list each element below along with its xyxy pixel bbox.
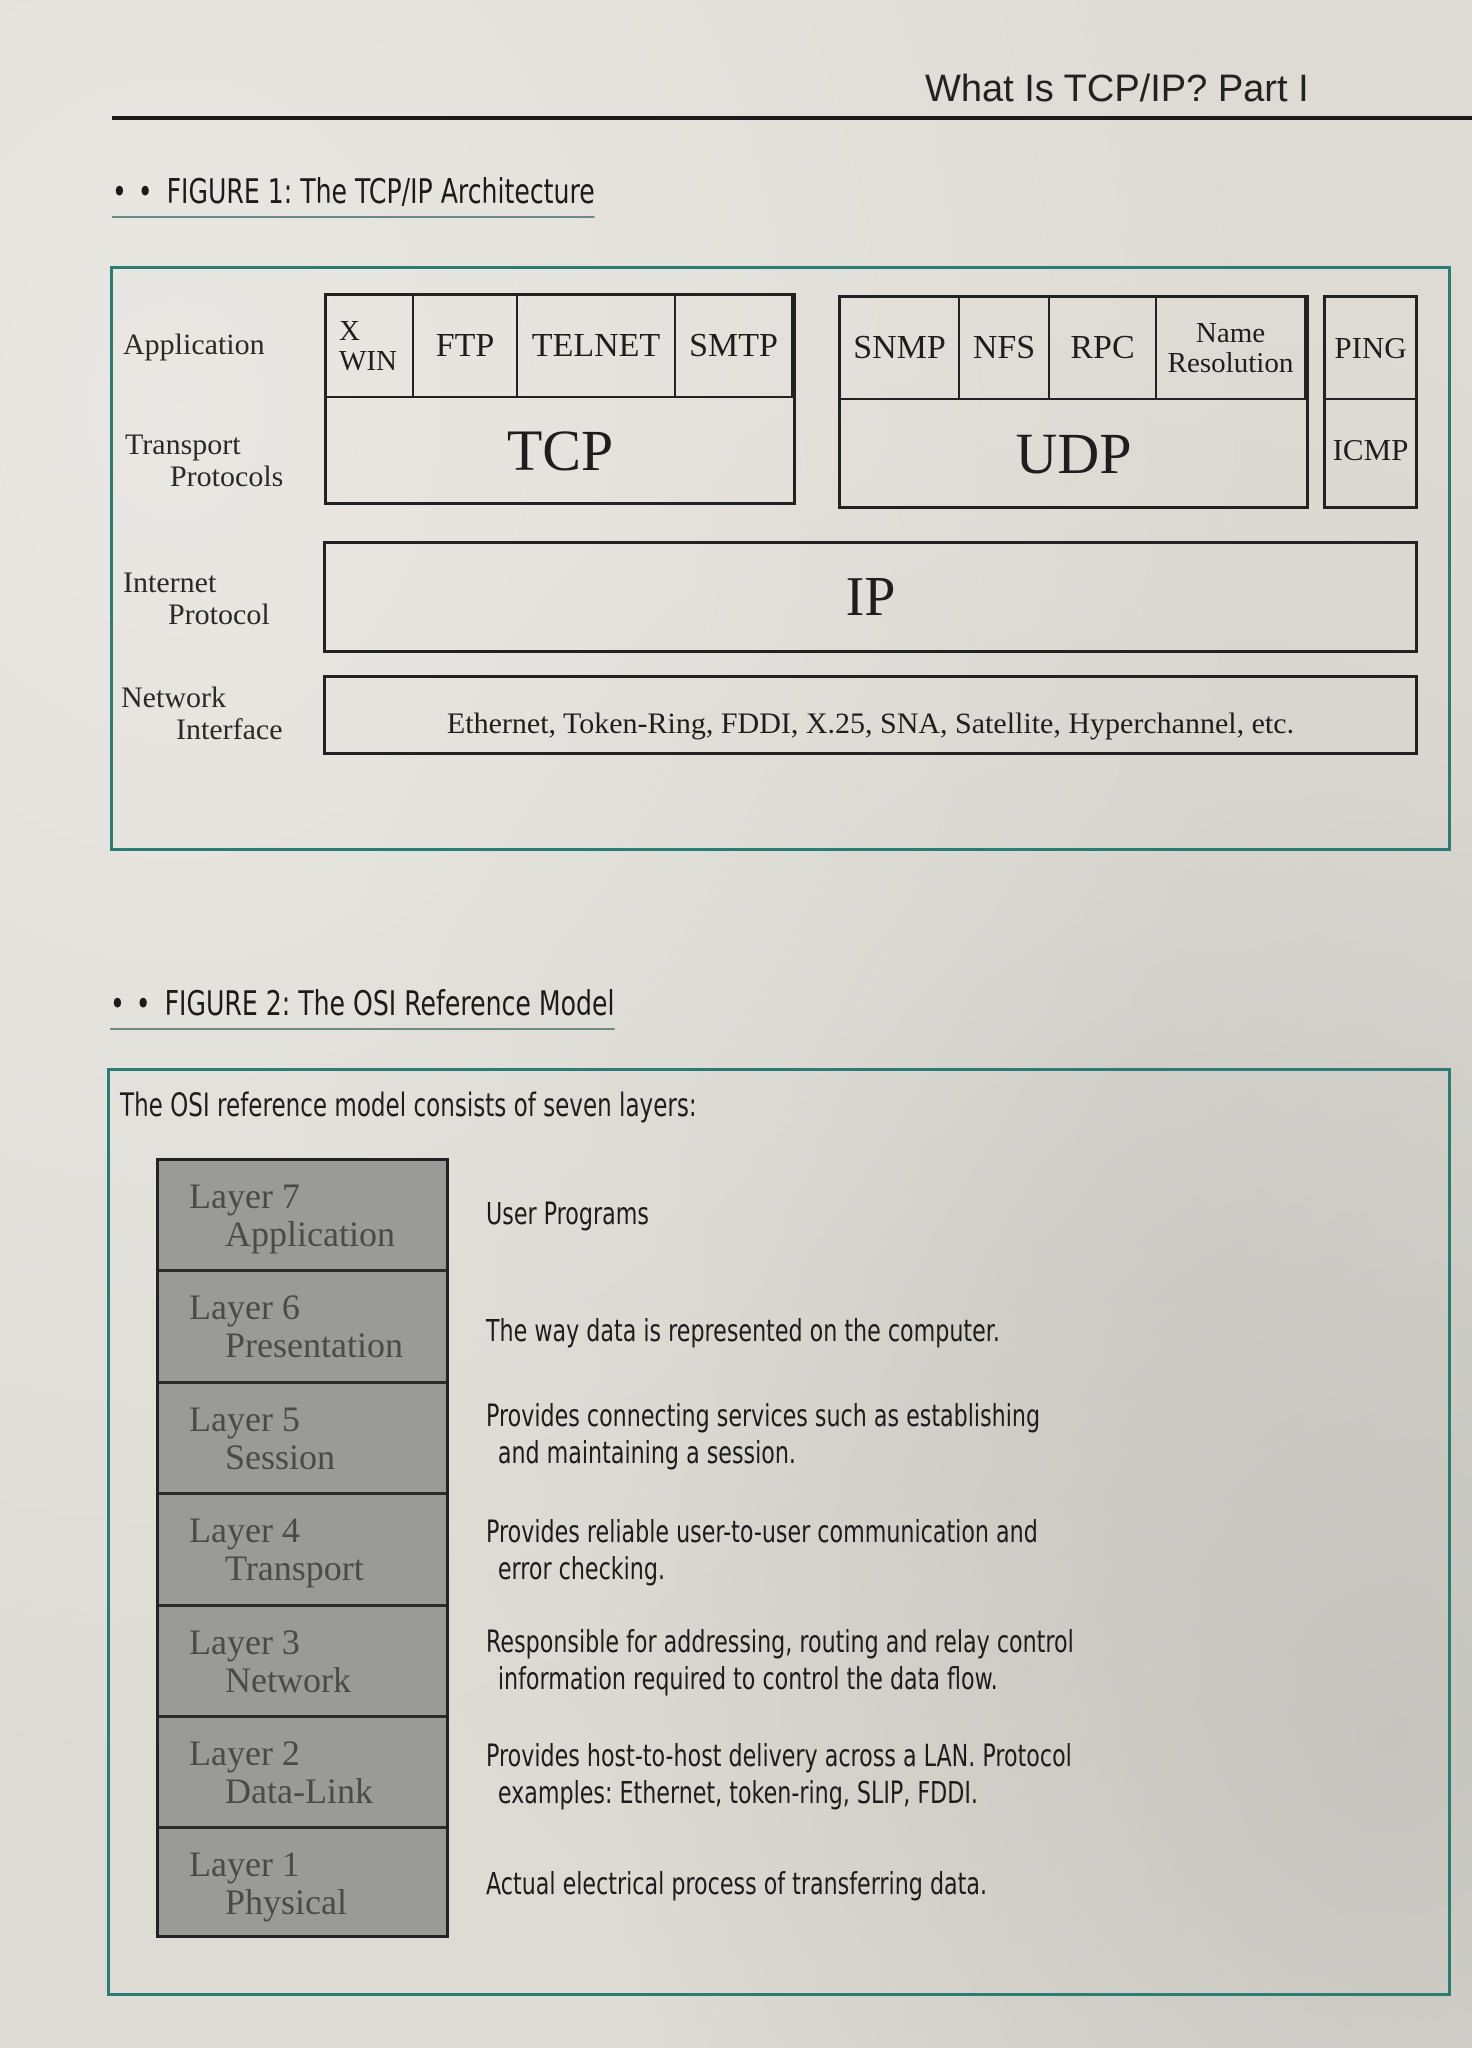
desc-line: Provides connecting services such as establishing — [486, 1399, 1041, 1434]
osi-desc-layer-1 — [486, 1866, 987, 1903]
tcp-group — [324, 293, 796, 505]
ip-box — [323, 541, 1418, 653]
osi-desc-layer-5 — [486, 1398, 1040, 1472]
desc-line-2: information required to control the data flow. — [497, 1662, 998, 1697]
label-application-text: Application — [123, 328, 265, 361]
desc-line: Provides host-to-host delivery across a LAN. Protocol — [486, 1739, 1072, 1774]
layer-name: Network — [225, 1659, 351, 1700]
osi-intro: The OSI reference model consists of seven layers: — [120, 1086, 697, 1124]
label-network-line1: Network — [121, 681, 226, 714]
app-nfs: NFS — [960, 298, 1050, 398]
network-interface-box — [323, 675, 1418, 755]
desc-line: Responsible for addressing, routing and relay control — [486, 1625, 1074, 1660]
layer-name: Transport — [225, 1548, 364, 1589]
label-internet-line2: Protocol — [168, 598, 270, 631]
layer-name: Presentation — [225, 1325, 403, 1366]
osi-layer-6 — [159, 1272, 446, 1383]
ping-protocol: PING — [1334, 330, 1407, 365]
layer-number: Layer 6 — [189, 1287, 300, 1328]
app-snmp: SNMP — [841, 298, 960, 398]
label-internet-line1: Internet — [123, 566, 217, 599]
app-rpc: RPC — [1050, 298, 1157, 398]
layer-number: Layer 5 — [189, 1398, 300, 1439]
app-name-resolution: Name Resolution — [1157, 298, 1306, 398]
figure-2-title: FIGURE 2: The OSI Reference Model — [164, 984, 615, 1024]
layer-number: Layer 4 — [189, 1510, 300, 1551]
layer-number: Layer 3 — [189, 1621, 300, 1662]
label-network — [121, 682, 283, 746]
app-smtp: SMTP — [676, 296, 793, 396]
app-ftp: FTP — [414, 296, 518, 396]
osi-layer-3 — [159, 1607, 446, 1718]
osi-desc-layer-3 — [486, 1624, 1074, 1698]
header-rule — [112, 116, 1472, 120]
figure-2-caption — [110, 984, 614, 1030]
osi-layer-2 — [159, 1718, 446, 1829]
osi-desc-layer-7 — [486, 1196, 649, 1233]
layer-name: Physical — [225, 1882, 347, 1923]
osi-desc-layer-2 — [486, 1738, 1072, 1812]
ping-icmp-group — [1323, 295, 1418, 509]
desc-line-2: error checking. — [497, 1552, 666, 1587]
label-transport-line2: Protocols — [170, 460, 284, 493]
osi-layer-7 — [159, 1161, 446, 1272]
desc-line-2: and maintaining a session. — [497, 1436, 796, 1471]
udp-protocol: UDP — [1015, 420, 1132, 486]
caption-bullets: • • — [112, 172, 155, 212]
osi-layer-1 — [159, 1829, 446, 1940]
app-xwin: X WIN — [327, 296, 414, 396]
desc-line: Actual electrical process of transferring data. — [486, 1867, 988, 1902]
tcp-protocol: TCP — [506, 417, 614, 483]
desc-line-2: examples: Ethernet, token-ring, SLIP, FDDI. — [497, 1776, 978, 1811]
osi-layer-4 — [159, 1495, 446, 1606]
label-internet — [123, 567, 270, 631]
figure-1-caption — [112, 172, 595, 218]
app-telnet: TELNET — [518, 296, 676, 396]
layer-name: Data-Link — [225, 1770, 373, 1811]
osi-desc-layer-6 — [486, 1313, 1000, 1350]
figure-1-frame — [110, 266, 1451, 851]
osi-desc-layer-4 — [486, 1514, 1038, 1588]
desc-line: The way data is represented on the computer. — [486, 1314, 1000, 1349]
caption-bullets-2: • • — [110, 984, 153, 1024]
udp-group — [838, 295, 1309, 509]
osi-layer-stack — [156, 1158, 449, 1938]
figure-1-title: FIGURE 1: The TCP/IP Architecture — [166, 172, 595, 212]
icmp-protocol: ICMP — [1332, 432, 1409, 467]
ip-protocol: IP — [845, 566, 896, 628]
label-transport-line1: Transport — [125, 428, 241, 461]
label-application — [123, 329, 265, 361]
label-network-line2: Interface — [176, 713, 283, 746]
layer-name: Application — [225, 1214, 395, 1254]
desc-line: Provides reliable user-to-user communication and — [486, 1515, 1038, 1550]
running-head: What Is TCP/IP? Part I — [925, 68, 1309, 110]
layer-number: Layer 2 — [189, 1732, 300, 1773]
layer-number: Layer 1 — [189, 1844, 300, 1885]
label-transport — [125, 429, 283, 493]
layer-number: Layer 7 — [189, 1176, 300, 1216]
layer-name: Session — [225, 1436, 336, 1477]
osi-layer-5 — [159, 1384, 446, 1495]
desc-line: User Programs — [486, 1197, 649, 1232]
network-interface-text: Ethernet, Token-Ring, FDDI, X.25, SNA, Satellite, Hyperchannel, etc. — [446, 707, 1295, 740]
